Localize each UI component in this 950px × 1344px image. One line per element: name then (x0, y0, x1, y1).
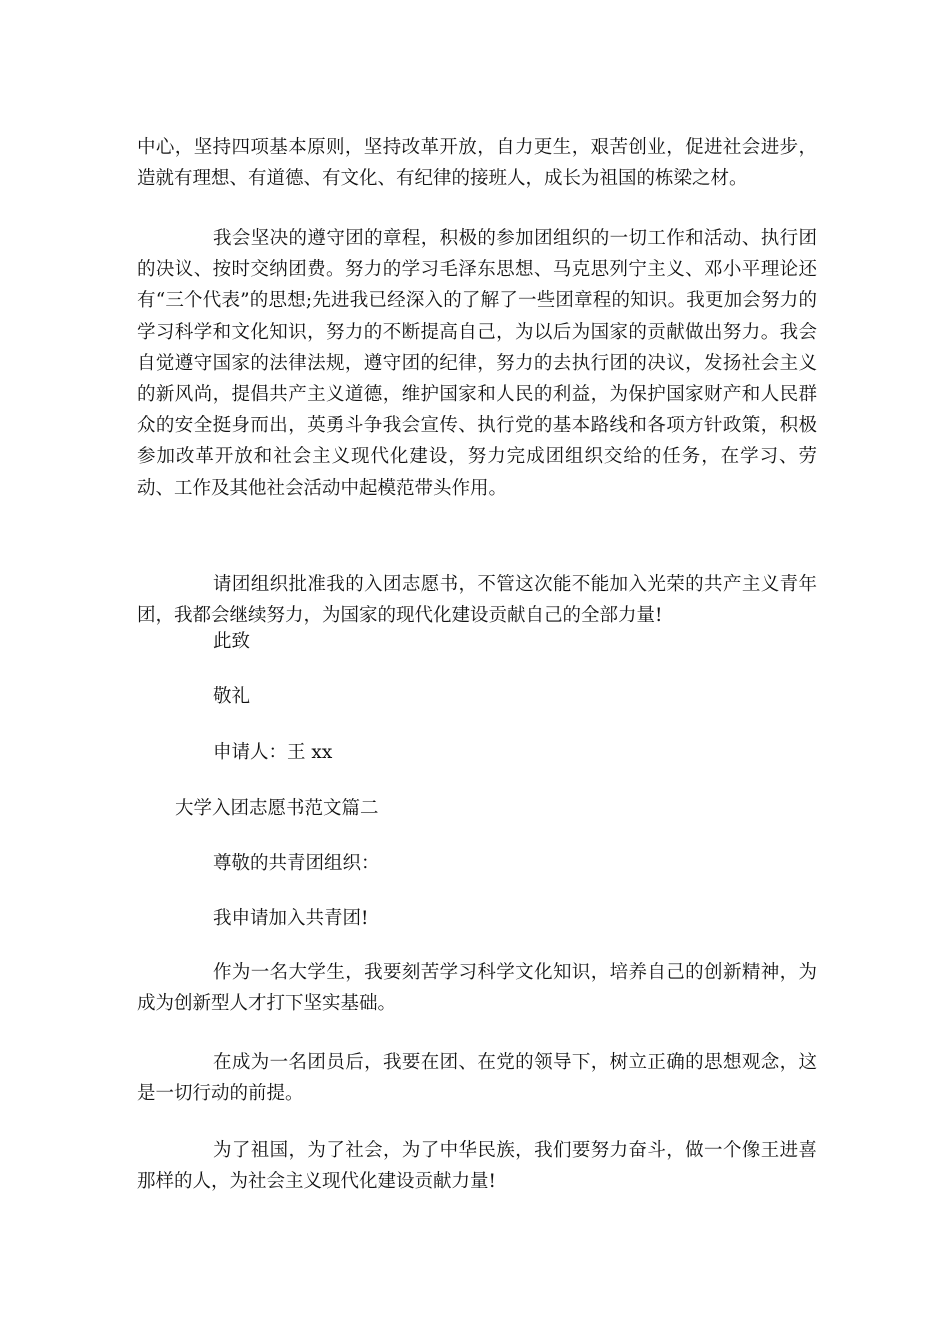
closing-jingli: 敬礼 (213, 686, 251, 707)
paragraph-ideals: 中心，坚持四项基本原则，坚持改革开放，自力更生，艰苦创业，促进社会进步，造就有理想、有道德、有文化、有纪律的接班人，成长为祖国的栋梁之材。 (137, 137, 817, 190)
paragraph-for-motherland: 为了祖国，为了社会，为了中华民族，我们要努力奋斗，做一个像王进喜那样的人，为社会主义现代化建设贡献力量! (137, 1140, 817, 1193)
request-join: 我申请加入共青团! (213, 908, 369, 929)
salutation: 尊敬的共青团组织： (213, 853, 380, 874)
paragraph-member-ideas: 在成为一名团员后，我要在团、在党的领导下，树立正确的思想观念，这是一切行动的前提。 (137, 1052, 817, 1105)
paragraph-student-study: 作为一名大学生，我要刻苦学习科学文化知识，培养自己的创新精神，为成为创新型人才打下坚实基础。 (137, 962, 817, 1015)
paragraph-request-approval: 请团组织批准我的入团志愿书，不管这次能不能加入光荣的共产主义青年团，我都会继续努力，为国家的现代化建设贡献自己的全部力量! (137, 574, 817, 627)
paragraph-commitment: 我会坚决的遵守团的章程，积极的参加团组织的一切工作和活动、执行团的决议、按时交纳团费。努力的学习毛泽东思想、马克思列宁主义、邓小平理论还有“三个代表”的思想;先进我已经深入的了解了一些团章程的知识。我更加会努力的学习科学和文化知识，努力的不断提高自己，为以后为国家的贡献做出努力。我会自觉遵守国家的法律法规，遵守团的纪律，努力的去执行团的决议，发扬社会主义的新风尚，提倡共产主义道德，维护国家和人民的利益，为保护国家财产和人民群众的安全挺身而出，英勇斗争我会宣传、执行党的基本路线和各项方针政策，积极参加改革开放和社会主义现代化建设，努力完成团组织交给的任务，在学习、劳动、工作及其他社会活动中起模范带头作用。 (137, 228, 817, 499)
applicant-signature: 申请人：王 xx (213, 742, 333, 763)
closing-cizhi: 此致 (213, 631, 251, 652)
section-title: 大学入团志愿书范文篇二 (175, 798, 379, 819)
